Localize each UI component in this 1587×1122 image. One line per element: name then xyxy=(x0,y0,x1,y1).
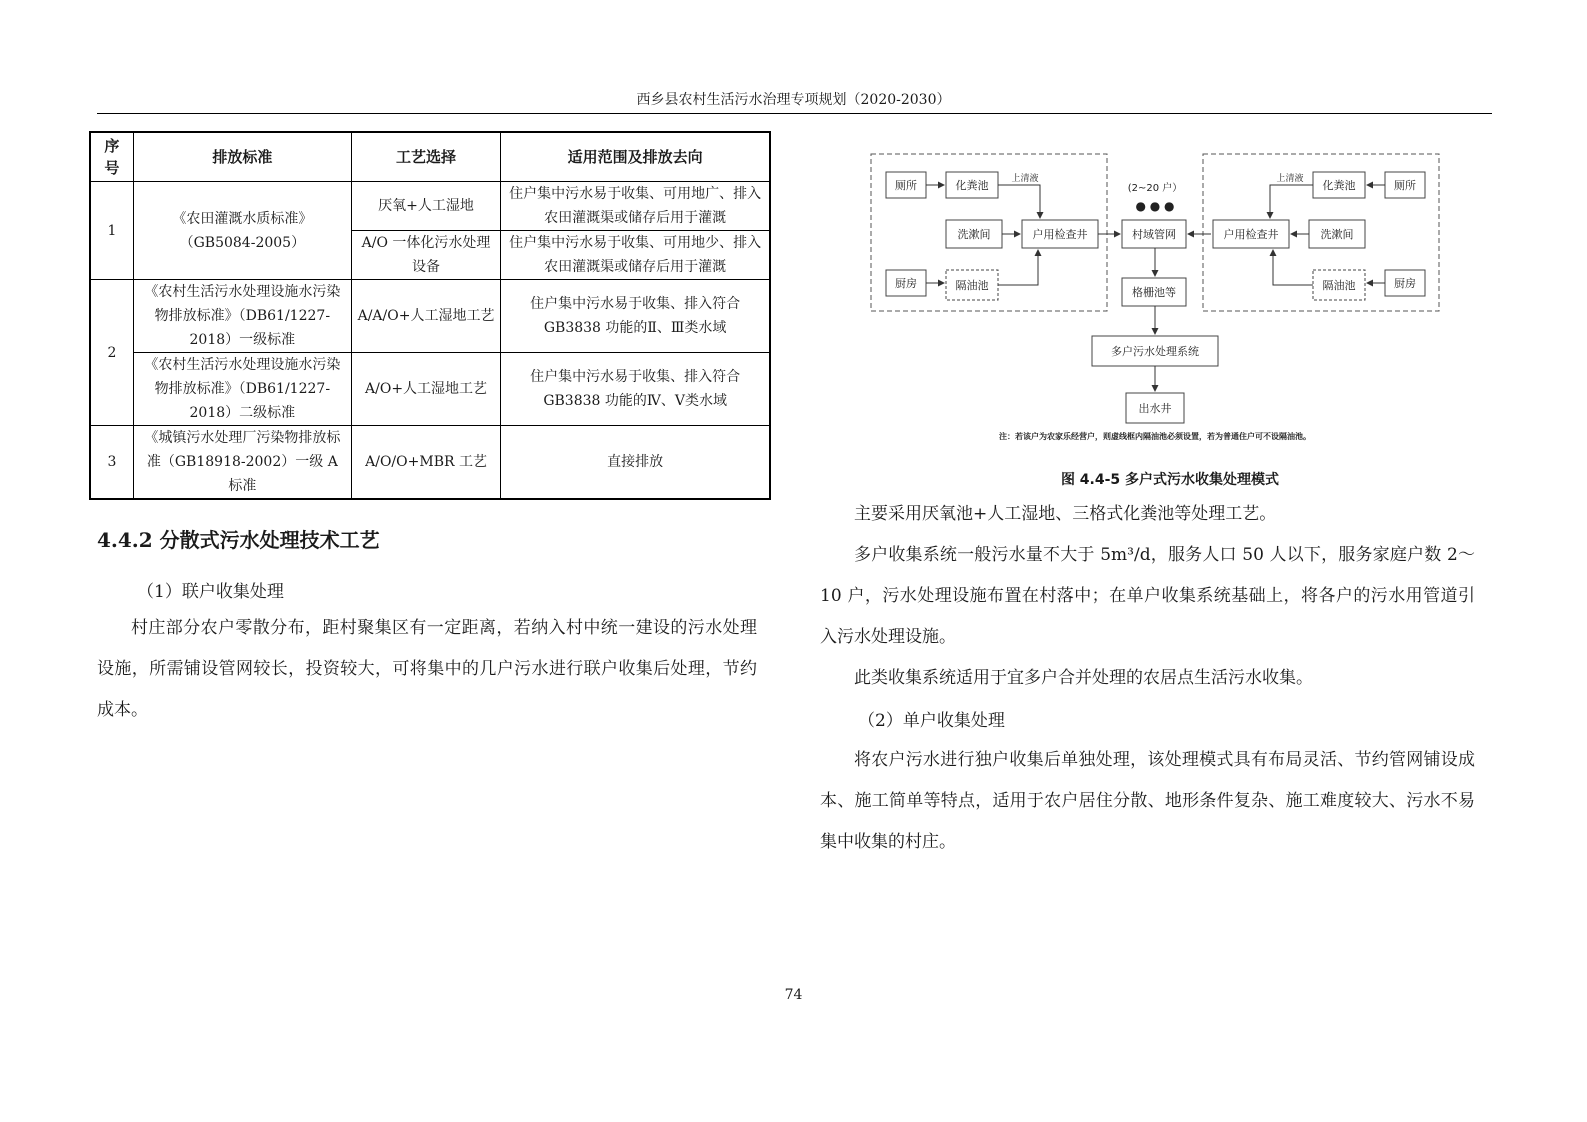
table-row xyxy=(90,182,770,231)
table-cell-no: 3 xyxy=(90,426,133,500)
table-cell-process: A/O 一体化污水处理设备 xyxy=(351,231,500,280)
right-kitchen-label: 厨房 xyxy=(1394,277,1416,290)
left-wash-label: 洗漱间 xyxy=(957,228,991,241)
table-cell-scope: 住户集中污水易于收集、排入符合GB3838 功能的Ⅳ、Ⅴ类水域 xyxy=(501,353,770,426)
header-rule xyxy=(97,113,1492,114)
table-header-cell: 排放标准 xyxy=(133,132,351,182)
table-cell-standard: 《城镇污水处理厂污染物排放标准（GB18918-2002）一级 A 标准 xyxy=(133,426,351,500)
table-cell-no: 1 xyxy=(90,182,133,280)
right-toilet-label: 厕所 xyxy=(1394,179,1416,192)
section-heading: 4.4.2 分散式污水处理技术工艺 xyxy=(97,528,380,552)
left-subheading: （1）联户收集处理 xyxy=(137,582,284,602)
households-label: (2~20 户） xyxy=(1127,183,1183,194)
figure-caption: 图 4.4-5 多户式污水收集处理模式 xyxy=(1060,472,1280,488)
table-cell-no: 2 xyxy=(90,280,133,426)
table-cell-standard: 《农村生活污水处理设施水污染物排放标准》（DB61/1227-2018）二级标准 xyxy=(133,353,351,426)
system-label: 多户污水处理系统 xyxy=(1111,345,1199,358)
right-wash-label: 洗漱间 xyxy=(1320,228,1354,241)
right-septic-label: 化粪池 xyxy=(1322,179,1356,192)
diagram-note: 注：若该户为农家乐经营户，则虚线框内隔油池必须设置，若为普通住户可不设隔油池。 xyxy=(999,432,1311,441)
table-cell-scope: 直接排放 xyxy=(501,426,770,500)
right-grease-trap-label: 隔油池 xyxy=(1322,279,1356,292)
standards-table xyxy=(89,131,771,500)
table-header-cell: 工艺选择 xyxy=(351,132,500,182)
page-number: 74 xyxy=(784,987,803,1003)
right-clear-liquid-label: 上清液 xyxy=(1276,174,1304,184)
left-inspection-well-label: 户用检查井 xyxy=(1032,228,1088,241)
dots-indicator: ● ● ● xyxy=(1135,199,1175,213)
village-pipe-label: 村域管网 xyxy=(1132,228,1176,241)
table-cell-standard: 《农村生活污水处理设施水污染物排放标准》（DB61/1227-2018）一级标准 xyxy=(133,280,351,353)
right-subheading: （2）单户收集处理 xyxy=(858,711,1005,731)
page-header-title: 西乡县农村生活污水治理专项规划（2020-2030） xyxy=(636,92,951,108)
left-septic-label: 化粪池 xyxy=(955,179,989,192)
table-header-row xyxy=(90,132,770,182)
right-inspection-well-label: 户用检查井 xyxy=(1223,228,1279,241)
outlet-label: 出水井 xyxy=(1138,402,1172,415)
table-row xyxy=(90,353,770,426)
left-toilet-label: 厕所 xyxy=(895,179,917,192)
table-cell-process: A/O/O+MBR 工艺 xyxy=(351,426,500,500)
table-cell-process: A/A/O+人工湿地工艺 xyxy=(351,280,500,353)
table-cell-scope: 住户集中污水易于收集、可用地广、排入农田灌溉渠或储存后用于灌溉 xyxy=(501,182,770,231)
table-cell-scope: 住户集中污水易于收集、可用地少、排入农田灌溉渠或储存后用于灌溉 xyxy=(501,231,770,280)
left-clear-liquid-label: 上清液 xyxy=(1011,174,1039,184)
table-row xyxy=(90,280,770,353)
right-paragraph-4: 将农户污水进行独户收集后单独处理，该处理模式具有布局灵活、节约管网铺设成本、施工简单等特点，适用于农户居住分散、地形条件复杂、施工难度较大、污水不易集中收集的村庄。 xyxy=(820,750,1475,852)
right-paragraph-3: 此类收集系统适用于宜多户合并处理的农居点生活污水收集。 xyxy=(854,668,1313,688)
table-cell-process: A/O+人工湿地工艺 xyxy=(351,353,500,426)
left-grease-trap-label: 隔油池 xyxy=(955,279,989,292)
table-cell-process: 厌氧+人工湿地 xyxy=(351,182,500,231)
grille-label: 格栅池等 xyxy=(1132,286,1176,299)
table-header-cell: 适用范围及排放去向 xyxy=(501,132,770,182)
left-kitchen-label: 厨房 xyxy=(895,277,917,290)
table-cell-scope: 住户集中污水易于收集、排入符合GB3838 功能的Ⅱ、Ⅲ类水域 xyxy=(501,280,770,353)
right-paragraph-2: 多户收集系统一般污水量不大于 5m³/d，服务人口 50 人以下，服务家庭户数 2～10 户，污水处理设施布置在村落中；在单户收集系统基础上，将各户的污水用管道引入污水处理设施。 xyxy=(820,545,1475,647)
table-row xyxy=(90,426,770,500)
left-paragraph: 村庄部分农户零散分布，距村聚集区有一定距离，若纳入村中统一建设的污水处理设施，所需铺设管网较长，投资较大，可将集中的几户污水进行联户收集后处理，节约成本。 xyxy=(97,618,757,720)
table-header-cell: 序号 xyxy=(90,132,133,182)
collection-flow-diagram xyxy=(870,148,1460,453)
right-paragraph-1: 主要采用厌氧池+人工湿地、三格式化粪池等处理工艺。 xyxy=(854,504,1277,524)
table-cell-standard: 《农田灌溉水质标准》（GB5084-2005） xyxy=(133,182,351,280)
